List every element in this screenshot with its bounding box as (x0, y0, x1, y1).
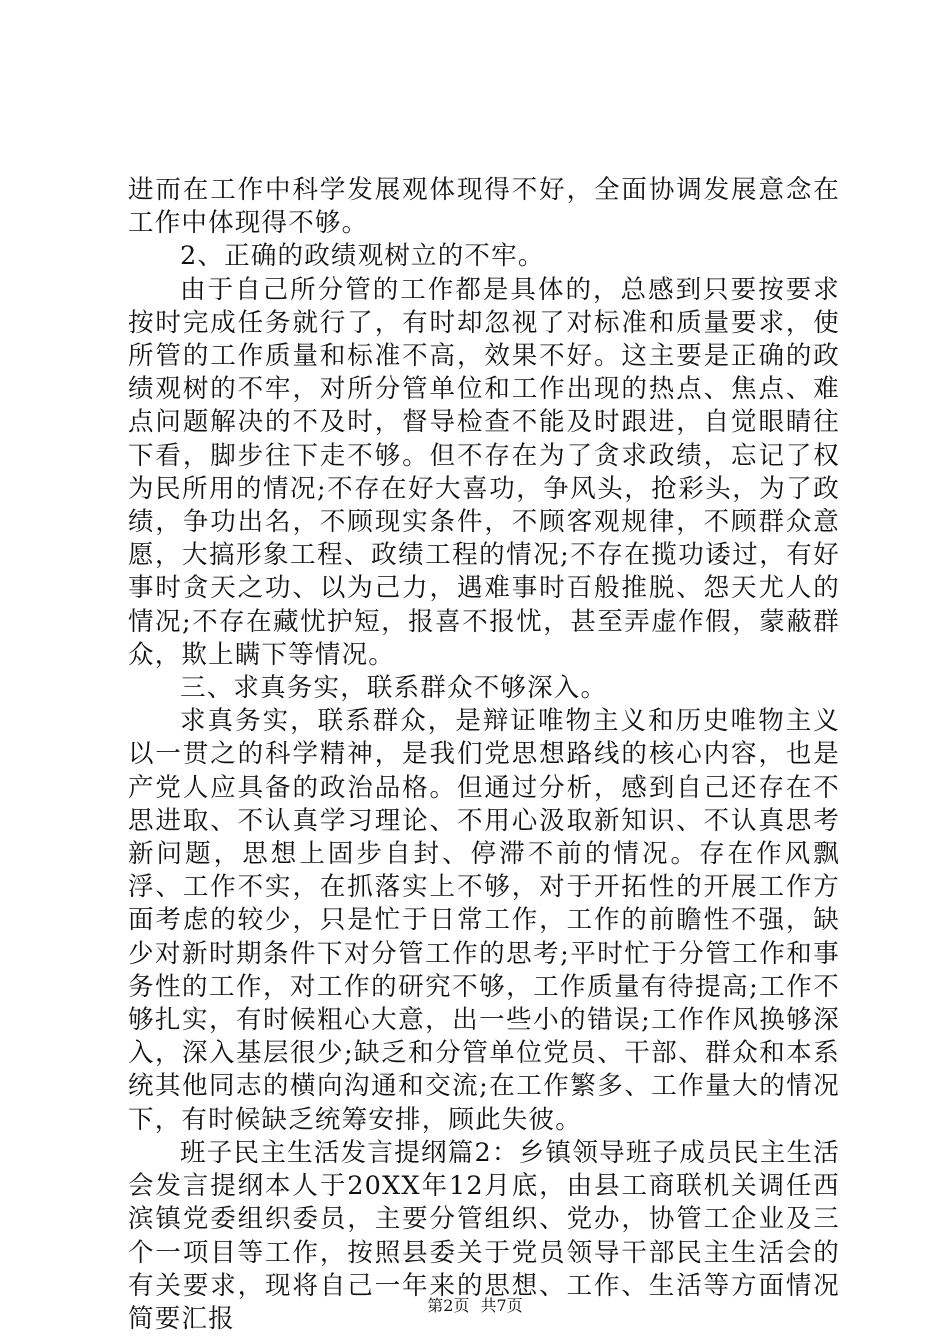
paragraph-5: 求真务实，联系群众，是辩证唯物主义和历史唯物主义以一贯之的科学精神，是我们党思想路线的核心内容，也是产党人应具备的政治品格。但通过分析，感到自己还存在不思进取、不认真学习理论、不用心汲取新知识、不认真思考新问题，思想上固步自封、停滞不前的情况。存在作风飘浮、工作不实，在抓落实上不够，对于开拓性的开展工作方面考虑的较少，只是忙于日常工作，工作的前瞻性不强，缺少对新时期条件下对分管工作的思考;平时忙于分管工作和事务性的工作，对工作的研究不够，工作质量有待提高;工作不够扎实，有时候粗心大意，出一些小的错误;工作作风换够深入，深入基层很少;缺乏和分管单位党员、干部、群众和本系统其他同志的横向沟通和交流;在工作繁多、工作量大的情况下，有时候缺乏统筹安排，顾此失彼。 (128, 706, 840, 1135)
page-footer (0, 1293, 950, 1316)
page-number: 第2页 (427, 1296, 470, 1315)
page-total: 共7页 (480, 1296, 523, 1315)
paragraph-2: 2、正确的政绩观树立的不牢。 (180, 241, 545, 272)
paragraph-4: 三、求真务实，联系群众不够深入。 (180, 673, 608, 704)
paragraph-3: 由于自己所分管的工作都是具体的，总感到只要按要求按时完成任务就行了，有时却忽视了对标准和质量要求，使所管的工作质量和标准不高，效果不好。这主要是正确的政绩观树的不牢，对所分管单位和工作出现的热点、焦点、难点问题解决的不及时，督导检查不能及时跟进，自觉眼睛往下看，脚步往下走不够。但不存在为了贪求政绩，忘记了权为民所用的情况;不存在好大喜功，争风头，抢彩头，为了政绩，争功出名，不顾现实条件，不顾客观规律，不顾群众意愿，大搞形象工程、政绩工程的情况;不存在揽功诿过，有好事时贪天之功、以为己力，遇难事时百般推脱、怨天尤人的情况;不存在藏忧护短，报喜不报忧，甚至弄虚作假，蒙蔽群众，欺上瞒下等情况。 (128, 274, 840, 670)
paragraph-6: 班子民主生活发言提纲篇2：乡镇领导班子成员民主生活会发言提纲本人于20XX年12月底，由县工商联机关调任西滨镇党委组织委员，主要分管组织、党办，协管工企业及三个一项目等工作，按照县委关于党员领导干部民主生活会的有关要求，现将自己一年来的思想、工作、生活等方面情况简要汇报 (128, 1137, 840, 1334)
document-body (128, 174, 840, 1336)
paragraph-1: 进而在工作中科学发展观体现得不好，全面协调发展意念在工作中体现得不够。 (128, 175, 840, 239)
